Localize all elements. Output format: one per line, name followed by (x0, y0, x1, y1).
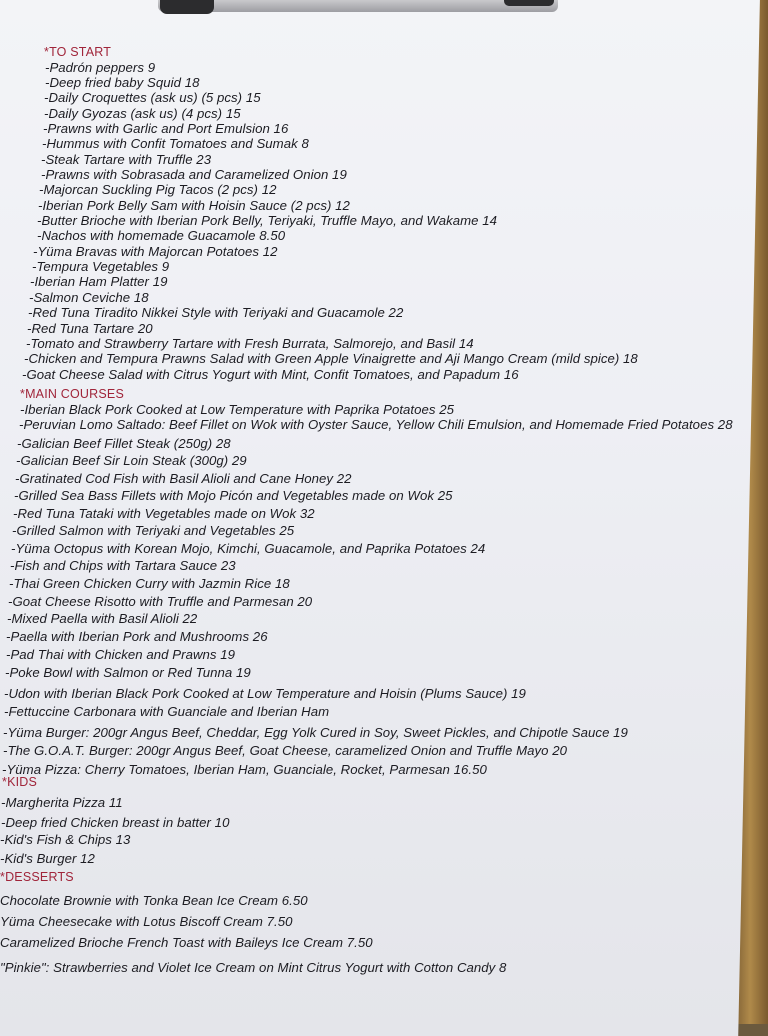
menu-item: -Chicken and Tempura Prawns Salad with Green Apple Vinaigrette and Aji Mango Cream (mild spice) 18 (24, 351, 638, 366)
section-heading-kids: *KIDS (2, 775, 38, 789)
menu-item: -Kid's Burger 12 (0, 851, 95, 866)
menu-item: -Tempura Vegetables 9 (32, 259, 170, 274)
menu-item: -Iberian Black Pork Cooked at Low Temperature with Paprika Potatoes 25 (20, 402, 455, 417)
menu-item: -Udon with Iberian Black Pork Cooked at Low Temperature and Hoisin (Plums Sauce) 19 (4, 686, 526, 701)
menu-item: -Goat Cheese Salad with Citrus Yogurt with Mint, Confit Tomatoes, and Papadum 16 (22, 367, 519, 382)
menu-item: -Yüma Bravas with Majorcan Potatoes 12 (33, 244, 278, 259)
menu-item: -Red Tuna Tataki with Vegetables made on Wok 32 (13, 506, 315, 521)
menu-item: -Thai Green Chicken Curry with Jazmin Rice 18 (9, 576, 290, 591)
menu-item: -Majorcan Suckling Pig Tacos (2 pcs) 12 (39, 182, 277, 197)
menu-item: -Gratinated Cod Fish with Basil Alioli and Cane Honey 22 (15, 471, 352, 486)
menu-item: -Iberian Pork Belly Sam with Hoisin Sauce (2 pcs) 12 (38, 198, 350, 213)
menu-item: -Hummus with Confit Tomatoes and Sumak 8 (42, 136, 309, 151)
menu-item: -Iberian Ham Platter 19 (30, 274, 168, 289)
menu-item: -Prawns with Garlic and Port Emulsion 16 (43, 121, 289, 136)
menu-item: -Steak Tartare with Truffle 23 (41, 152, 212, 167)
menu-item: -Mixed Paella with Basil Alioli 22 (7, 611, 198, 626)
menu-item: -Red Tuna Tartare 20 (27, 321, 153, 336)
section-heading-main-courses: *MAIN COURSES (20, 387, 125, 401)
menu-item: -The G.O.A.T. Burger: 200gr Angus Beef, Goat Cheese, caramelized Onion and Truffle Mayo 20 (3, 743, 568, 758)
menu-item: -Salmon Ceviche 18 (29, 290, 149, 305)
menu-item: "Pinkie": Strawberries and Violet Ice Cream on Mint Citrus Yogurt with Cotton Candy 8 (0, 960, 507, 975)
menu-item: -Grilled Salmon with Teriyaki and Vegetables 25 (12, 523, 295, 538)
menu-item: -Pad Thai with Chicken and Prawns 19 (6, 647, 236, 662)
menu-item: -Deep fried baby Squid 18 (45, 75, 200, 90)
menu-item: -Nachos with homemade Guacamole 8.50 (37, 228, 286, 243)
menu-item: -Yüma Pizza: Cherry Tomatoes, Iberian Ham, Guanciale, Rocket, Parmesan 16.50 (2, 762, 487, 777)
menu-item: -Grilled Sea Bass Fillets with Mojo Picón and Vegetables made on Wok 25 (14, 488, 453, 503)
menu-item: -Fettuccine Carbonara with Guanciale and Iberian Ham (4, 704, 330, 719)
menu-item: -Fish and Chips with Tartara Sauce 23 (10, 558, 236, 573)
section-heading-desserts: *DESSERTS (0, 870, 74, 884)
menu-item: -Tomato and Strawberry Tartare with Fresh Burrata, Salmorejo, and Basil 14 (26, 336, 474, 351)
menu-item: -Butter Brioche with Iberian Pork Belly, Teriyaki, Truffle Mayo, and Wakame 14 (37, 213, 498, 228)
menu-item: -Daily Croquettes (ask us) (5 pcs) 15 (44, 90, 261, 105)
menu-item: -Daily Gyozas (ask us) (4 pcs) 15 (44, 106, 241, 121)
menu-item: -Padrón peppers 9 (45, 60, 156, 75)
menu-item: -Red Tuna Tiradito Nikkei Style with Teriyaki and Guacamole 22 (28, 305, 404, 320)
menu-item: -Paella with Iberian Pork and Mushrooms 26 (6, 629, 268, 644)
menu-item: -Galician Beef Sir Loin Steak (300g) 29 (16, 453, 247, 468)
menu-item: -Deep fried Chicken breast in batter 10 (1, 815, 230, 830)
menu-item: -Yüma Burger: 200gr Angus Beef, Cheddar, Egg Yolk Cured in Soy, Sweet Pickles, and Chipotle Sauce 19 (3, 725, 628, 740)
section-heading-to-start: *TO START (44, 45, 112, 59)
menu-item: -Margherita Pizza 11 (1, 795, 123, 810)
menu-item: -Kid's Fish & Chips 13 (0, 832, 131, 847)
menu-item: -Galician Beef Fillet Steak (250g) 28 (17, 436, 231, 451)
menu-item: -Yüma Octopus with Korean Mojo, Kimchi, Guacamole, and Paprika Potatoes 24 (11, 541, 486, 556)
menu-item: -Goat Cheese Risotto with Truffle and Parmesan 20 (8, 594, 313, 609)
menu-item: -Poke Bowl with Salmon or Red Tunna 19 (5, 665, 251, 680)
menu-item: Caramelized Brioche French Toast with Baileys Ice Cream 7.50 (0, 935, 373, 950)
menu-item: -Peruvian Lomo Saltado: Beef Fillet on Wok with Oyster Sauce, Yellow Chili Emulsion, and Homemade Fried Potatoes 28 (19, 417, 733, 432)
menu-item: Yüma Cheesecake with Lotus Biscoff Cream 7.50 (0, 914, 293, 929)
menu-item: Chocolate Brownie with Tonka Bean Ice Cream 6.50 (0, 893, 308, 908)
menu-item: -Prawns with Sobrasada and Caramelized Onion 19 (41, 167, 347, 182)
